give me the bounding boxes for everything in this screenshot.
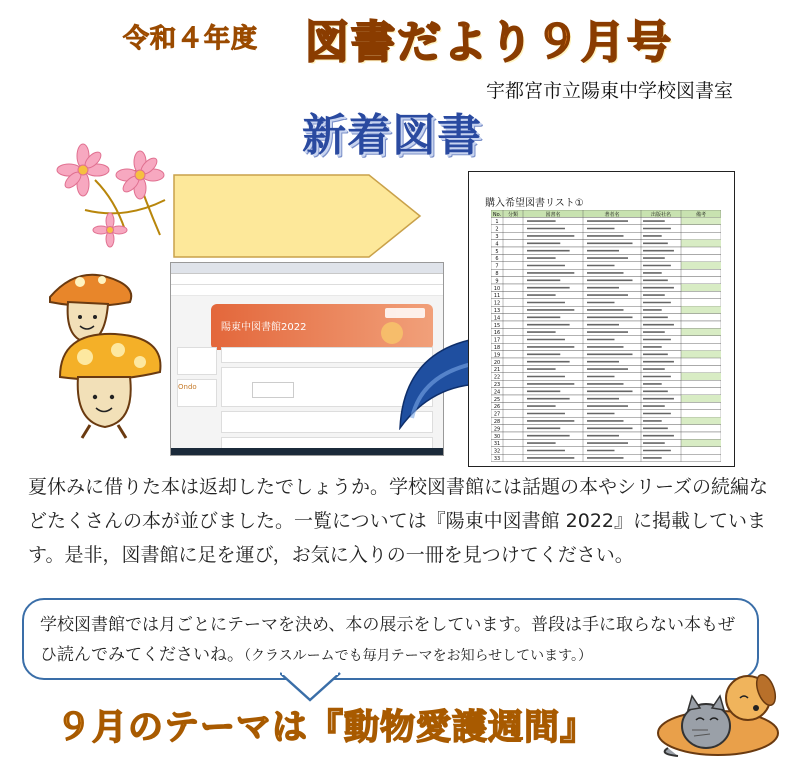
list-row-number: 2: [495, 226, 499, 233]
list-row-number: 9: [495, 278, 499, 285]
list-note-cell: [681, 373, 721, 380]
list-row-number: 11: [493, 293, 501, 300]
list-note-cell: [681, 306, 721, 313]
list-row-number: 31: [493, 441, 501, 448]
bubble-message: 学校図書館では月ごとにテーマを決め、本の展示をしています。普段は手に取らない本もぜひ読んでみてくださいね。: [40, 615, 735, 665]
class-code: Ondo: [178, 383, 197, 391]
list-row-number: 25: [493, 396, 501, 403]
speech-bubble-tail: [280, 672, 360, 702]
side-panel: [177, 347, 217, 407]
list-header-cell: 備考: [695, 211, 707, 218]
list-row-number: 23: [493, 382, 501, 388]
list-row-number: 33: [493, 456, 501, 462]
issue-year: 令和４年度: [123, 24, 259, 54]
list-row-number: 13: [493, 308, 501, 314]
browser-address-bar: [171, 274, 443, 285]
list-row-number: 14: [493, 315, 501, 322]
bubble-note: （クラスルームでも毎月テーマをお知らせしています。）: [244, 648, 593, 664]
list-header-cell: 出版社名: [650, 211, 672, 218]
school-name: 宇都宮市立陽東中学校図書室: [486, 80, 734, 102]
list-row-number: 29: [493, 426, 501, 433]
list-row-number: 16: [493, 330, 501, 337]
list-note-cell: [681, 417, 721, 424]
list-title: 購入希望図書リスト①: [485, 198, 584, 209]
list-row-number: 28: [493, 419, 501, 425]
list-row-number: 24: [493, 389, 501, 396]
dog-and-cat-illustration: [648, 668, 793, 759]
list-row-number: 5: [495, 248, 499, 255]
list-note-cell: [681, 240, 721, 247]
section-heading: 新着図書: [302, 110, 482, 161]
list-row-number: 8: [495, 271, 499, 277]
bubble-text: [40, 610, 745, 671]
monthly-theme: ９月のテーマは『動物愛護週間』: [56, 708, 597, 748]
list-note-cell: [681, 328, 721, 335]
list-row-number: 26: [493, 404, 501, 411]
book-request-list: [468, 171, 735, 467]
list-header-cell: 分類: [507, 211, 519, 218]
list-row-number: 20: [493, 359, 501, 366]
cosmos-flower-illustration: [55, 140, 185, 250]
list-row-number: 32: [493, 448, 501, 455]
list-note-cell: [681, 284, 721, 291]
intro-paragraph: 夏休みに借りた本は返却したでしょうか。学校図書館には話題の本やシリーズの続編などたくさんの本が並びました。一覧については『陽東中図書館 2022』に掲載しています。是非，図書館に足を運び，お気に入りの一冊を見つけてください。: [28, 476, 769, 566]
list-note-cell: [681, 395, 721, 402]
classroom-nav: [171, 285, 443, 296]
list-note-cell: [681, 351, 721, 358]
list-row-number: 4: [495, 241, 499, 248]
list-row-number: 19: [493, 352, 501, 359]
list-row-number: 12: [493, 300, 501, 307]
list-row-number: 18: [493, 345, 501, 351]
list-table: [491, 210, 721, 462]
list-row-number: 17: [493, 337, 501, 344]
list-header-cell: No.: [492, 211, 502, 218]
list-row-number: 22: [493, 374, 501, 381]
list-row-number: 30: [493, 433, 501, 440]
list-header-cell: 図書名: [545, 211, 561, 218]
list-row-number: 7: [495, 263, 499, 270]
list-row-number: 15: [493, 322, 501, 329]
list-row-number: 10: [493, 285, 501, 292]
list-row-number: 21: [493, 367, 501, 374]
taskbar: [171, 448, 443, 455]
banner-title: 陽東中図書館2022: [221, 322, 307, 333]
newsletter-title: 図書だより９月号: [305, 17, 673, 68]
list-note-cell: [681, 217, 721, 224]
list-note-cell: [681, 262, 721, 269]
browser-tab-bar: [171, 263, 443, 274]
mushroom-characters-illustration: [40, 262, 180, 442]
list-header-cell: 著者名: [604, 211, 620, 218]
list-row-number: 6: [495, 256, 499, 263]
list-note-cell: [681, 439, 721, 446]
list-row-number: 3: [495, 234, 499, 240]
pointer-arrow-box: [173, 174, 423, 258]
list-row-number: 1: [495, 219, 499, 226]
list-row-number: 27: [493, 411, 501, 418]
